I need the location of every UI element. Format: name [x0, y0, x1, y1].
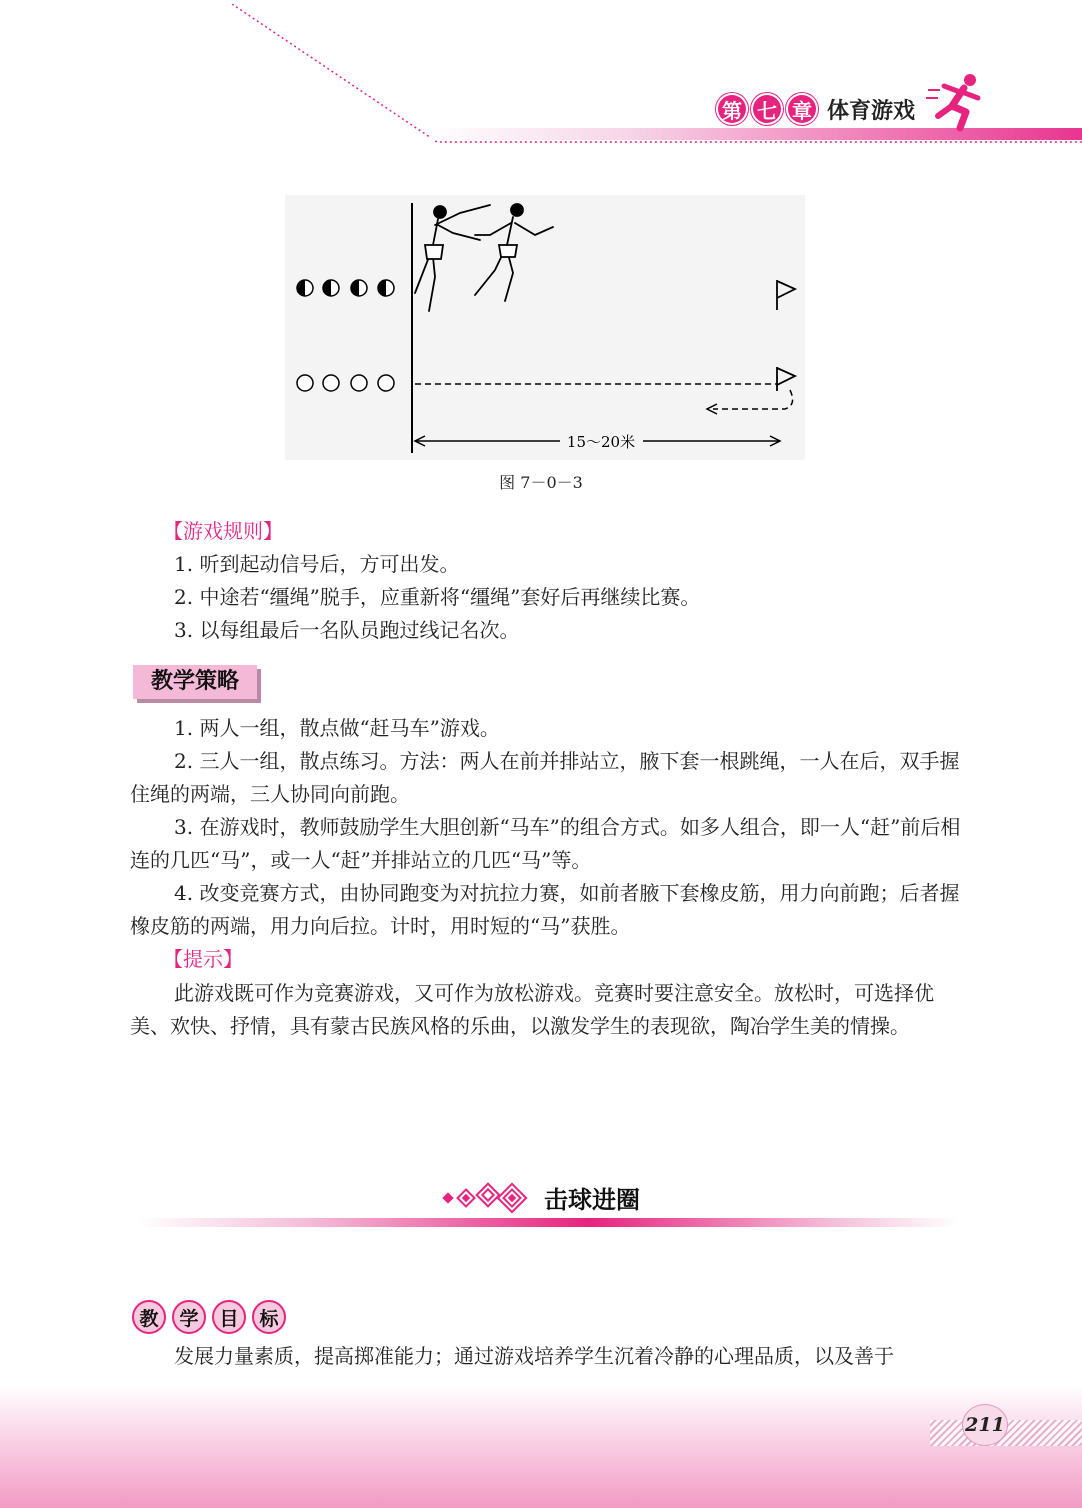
goal-char-2: 学 — [172, 1300, 206, 1334]
game-title: 击球进圈 — [544, 1186, 640, 1214]
runner-icon — [926, 72, 990, 132]
chapter-char-3: 章 — [786, 93, 818, 125]
page-number: 211 — [962, 1404, 1008, 1446]
game-title-underline — [138, 1218, 958, 1227]
rule-item-2: 2. 中途若“缰绳”脱手，应重新将“缰绳”套好后再继续比赛。 — [174, 585, 701, 609]
chapter-label — [716, 94, 915, 124]
strategy-para-1: 1. 两人一组，散点做“赶马车”游戏。 — [174, 716, 500, 740]
tip-text: 此游戏既可作为竞赛游戏，又可作为放松游戏。竞赛时要注意安全。放松时，可选择优美、欢快、抒情，具有蒙古民族风格的乐曲，以激发学生的表现欲，陶冶学生美的情操。 — [130, 981, 934, 1038]
figure-caption: 图 7－0－3 — [499, 473, 583, 492]
rule-item-1: 1. 听到起动信号后，方可出发。 — [174, 552, 460, 576]
rules-heading: 【游戏规则】 — [163, 519, 283, 543]
strategy-heading: 教学策略 — [133, 665, 257, 699]
rule-item-3: 3. 以每组最后一名队员跑过线记名次。 — [174, 618, 520, 642]
strategy-para-3: 3. 在游戏时，教师鼓励学生大胆创新“马车”的组合方式。如多人组合，即一人“赶”前后相连的几匹“马”，或一人“赶”并排站立的几匹“马”等。 — [130, 815, 961, 872]
chapter-title: 体育游戏 — [827, 98, 916, 124]
tip-heading: 【提示】 — [163, 947, 243, 971]
goal-heading — [132, 1300, 292, 1334]
diamond-ornament-icon — [440, 1181, 530, 1215]
game-diagram — [285, 195, 805, 460]
strategy-para-2: 2. 三人一组，散点练习。方法：两人在前并排站立，腋下套一根跳绳，一人在后，双手握住绳的两端，三人协同向前跑。 — [130, 749, 960, 806]
goal-text: 发展力量素质，提高掷准能力；通过游戏培养学生沉着冷静的心理品质，以及善于 — [174, 1344, 894, 1368]
footer-gradient — [0, 1385, 1082, 1508]
distance-label: 15～20米 — [566, 433, 636, 451]
game-title-block — [440, 1180, 640, 1215]
goal-char-1: 教 — [132, 1300, 166, 1334]
goal-char-3: 目 — [212, 1300, 246, 1334]
strategy-para-4: 4. 改变竞赛方式，由协同跑变为对抗拉力赛，如前者腋下套橡皮筋，用力向前跑；后者握橡皮筋的两端，用力向后拉。计时，用时短的“马”获胜。 — [130, 881, 960, 938]
goal-char-4: 标 — [252, 1300, 286, 1334]
chapter-char-1: 第 — [716, 93, 748, 125]
chapter-char-2: 七 — [751, 93, 783, 125]
